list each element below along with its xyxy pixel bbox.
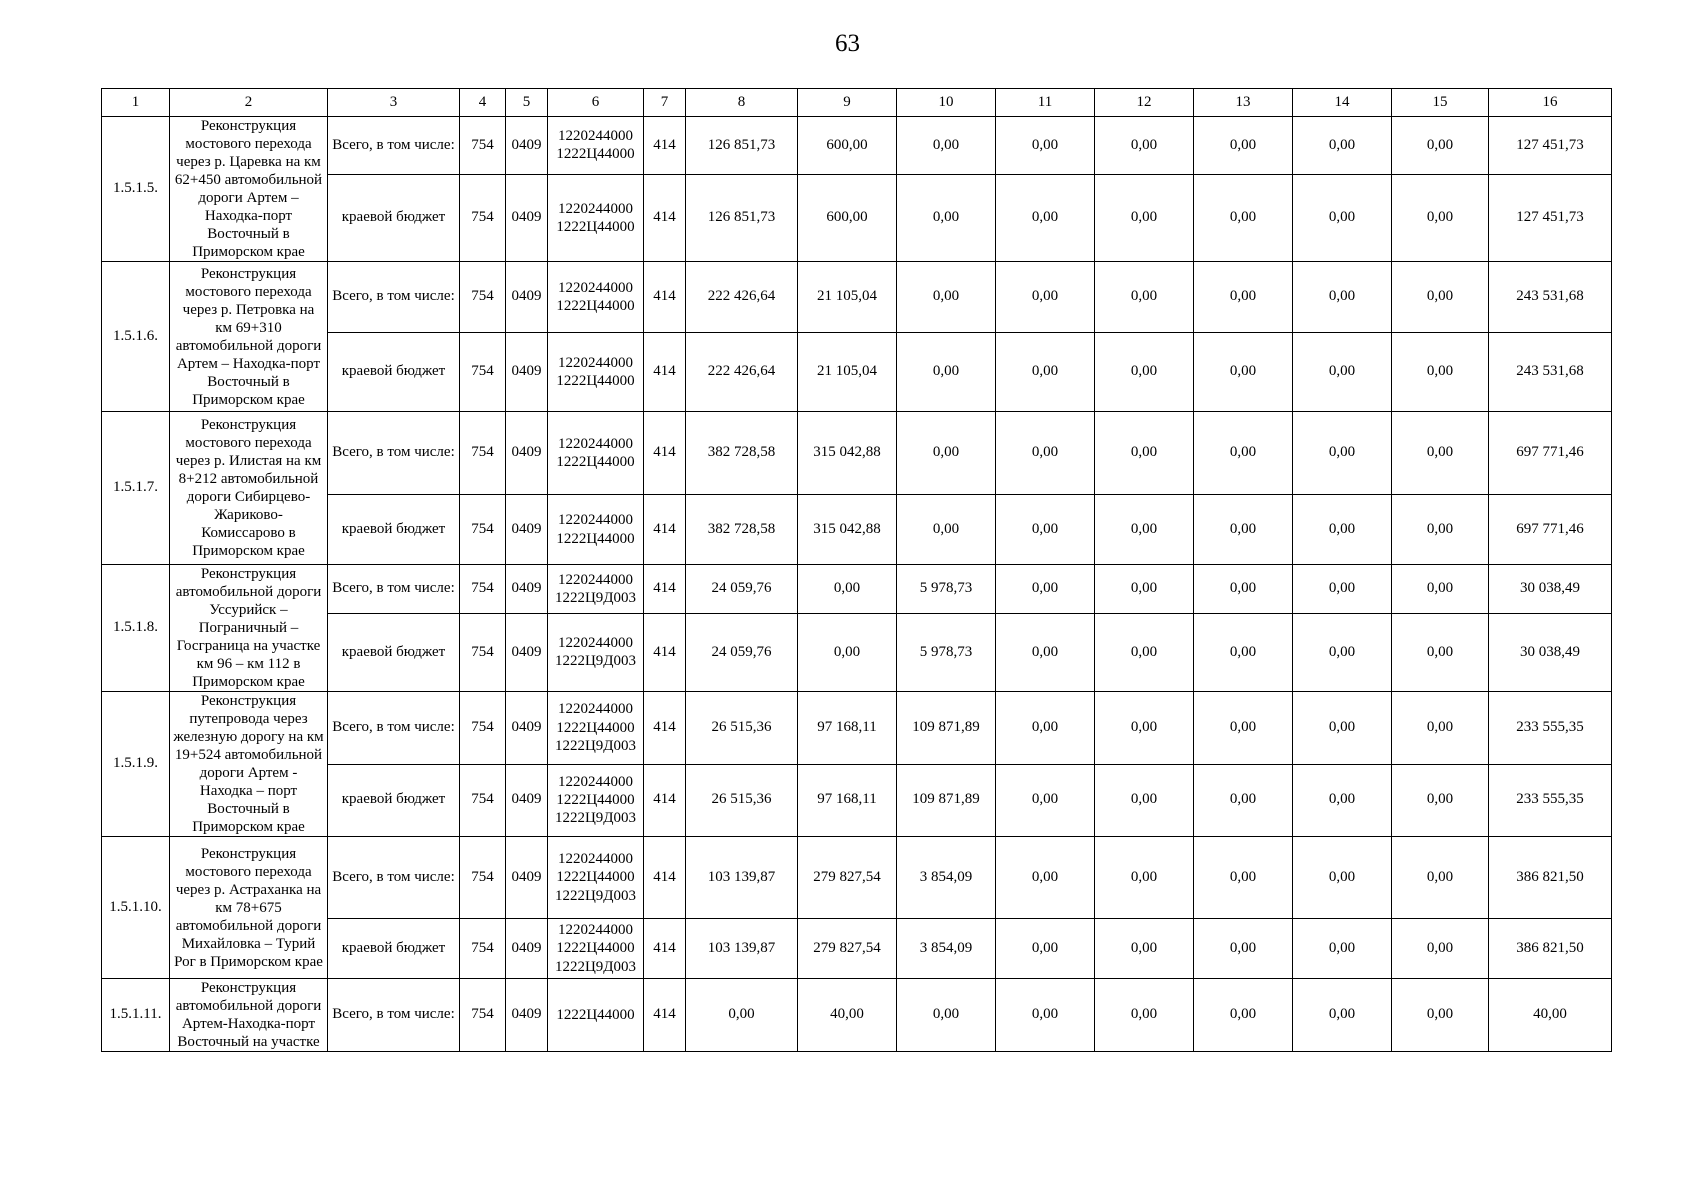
funding-source-cell: краевой бюджет — [328, 495, 460, 565]
kcsr-code-line: 1222Ц9Д003 — [554, 589, 637, 606]
year-amount-cell: 0,00 — [1392, 565, 1489, 614]
column-header: 6 — [548, 89, 644, 117]
year-amount-cell: 0,00 — [1095, 412, 1194, 495]
grbs-code-cell: 754 — [460, 117, 506, 175]
year-amount-cell: 0,00 — [1095, 979, 1194, 1052]
table-row — [102, 613, 1612, 691]
year-amount-cell: 0,00 — [1095, 262, 1194, 333]
year-amount-cell: 21 105,04 — [798, 333, 897, 412]
kcsr-code-line: 1222Ц44000 — [556, 792, 635, 809]
table-row — [102, 919, 1612, 979]
grbs-code-cell: 754 — [460, 174, 506, 261]
kcsr-code-line: 1222Ц44000 — [556, 218, 635, 235]
kcsr-code-line: 1222Ц9Д003 — [554, 958, 637, 975]
kcsr-code-cell — [548, 495, 644, 565]
kcsr-code-line: 1220244000 — [558, 128, 633, 145]
table-row — [102, 565, 1612, 614]
total-amount-cell: 243 531,68 — [1489, 262, 1612, 333]
year-amount-cell: 0,00 — [897, 333, 996, 412]
funding-source-cell: краевой бюджет — [328, 174, 460, 261]
year-amount-cell: 0,00 — [1392, 764, 1489, 837]
year-amount-cell: 0,00 — [996, 919, 1095, 979]
kcsr-code-cell — [548, 613, 644, 691]
total-amount-cell: 697 771,46 — [1489, 495, 1612, 565]
item-number-cell: 1.5.1.11. — [102, 979, 170, 1052]
item-name-cell: Реконструкция мостового перехода через р. Царевка на км 62+450 автомобильной дороги Артем – Находка-порт Восточный в Приморском крае — [170, 117, 328, 262]
vr-code-cell: 414 — [644, 919, 686, 979]
year-amount-cell: 0,00 — [1095, 837, 1194, 919]
table-row — [102, 692, 1612, 765]
year-amount-cell: 222 426,64 — [686, 333, 798, 412]
funding-source-cell: Всего, в том числе: — [328, 692, 460, 765]
year-amount-cell: 26 515,36 — [686, 764, 798, 837]
item-name-cell: Реконструкция автомобильной дороги Артем-Находка-порт Восточный на участке — [170, 979, 328, 1052]
kcsr-code-cell — [548, 117, 644, 175]
item-number-cell: 1.5.1.9. — [102, 692, 170, 837]
year-amount-cell: 0,00 — [798, 613, 897, 691]
year-amount-cell: 0,00 — [1194, 333, 1293, 412]
item-number-cell: 1.5.1.6. — [102, 262, 170, 412]
rzpr-code-cell: 0409 — [506, 117, 548, 175]
table-row — [102, 117, 1612, 175]
column-header: 11 — [996, 89, 1095, 117]
year-amount-cell: 0,00 — [897, 412, 996, 495]
rzpr-code-cell: 0409 — [506, 333, 548, 412]
year-amount-cell: 126 851,73 — [686, 174, 798, 261]
rzpr-code-cell: 0409 — [506, 979, 548, 1052]
year-amount-cell: 0,00 — [1293, 979, 1392, 1052]
total-amount-cell: 30 038,49 — [1489, 565, 1612, 614]
table-row — [102, 764, 1612, 837]
kcsr-code-line: 1222Ц9Д003 — [554, 887, 637, 904]
rzpr-code-cell: 0409 — [506, 495, 548, 565]
table-row — [102, 979, 1612, 1052]
funding-source-cell: Всего, в том числе: — [328, 565, 460, 614]
year-amount-cell: 21 105,04 — [798, 262, 897, 333]
rzpr-code-cell: 0409 — [506, 692, 548, 765]
column-header: 3 — [328, 89, 460, 117]
kcsr-code-cell — [548, 174, 644, 261]
item-name-cell: Реконструкция путепровода через железную дорогу на км 19+524 автомобильной дороги Артем - Находка – порт Восточный в Приморском крае — [170, 692, 328, 837]
total-amount-cell: 30 038,49 — [1489, 613, 1612, 691]
kcsr-code-cell — [548, 262, 644, 333]
kcsr-code-line: 1220244000 — [558, 922, 633, 939]
rzpr-code-cell: 0409 — [506, 565, 548, 614]
kcsr-code-cell — [548, 764, 644, 837]
vr-code-cell: 414 — [644, 174, 686, 261]
year-amount-cell: 0,00 — [1293, 262, 1392, 333]
kcsr-code-line: 1220244000 — [558, 200, 633, 217]
funding-source-cell: Всего, в том числе: — [328, 117, 460, 175]
year-amount-cell: 0,00 — [1095, 174, 1194, 261]
rzpr-code-cell: 0409 — [506, 412, 548, 495]
year-amount-cell: 0,00 — [1392, 117, 1489, 175]
grbs-code-cell: 754 — [460, 613, 506, 691]
column-header: 4 — [460, 89, 506, 117]
rzpr-code-cell: 0409 — [506, 262, 548, 333]
year-amount-cell: 0,00 — [1194, 837, 1293, 919]
column-header: 15 — [1392, 89, 1489, 117]
budget-table — [101, 88, 1612, 1052]
year-amount-cell: 0,00 — [1293, 174, 1392, 261]
kcsr-code-line: 1220244000 — [558, 773, 633, 790]
vr-code-cell: 414 — [644, 412, 686, 495]
year-amount-cell: 600,00 — [798, 117, 897, 175]
column-header: 12 — [1095, 89, 1194, 117]
year-amount-cell: 279 827,54 — [798, 919, 897, 979]
item-number-cell: 1.5.1.5. — [102, 117, 170, 262]
total-amount-cell: 386 821,50 — [1489, 919, 1612, 979]
year-amount-cell: 0,00 — [996, 495, 1095, 565]
funding-source-cell: краевой бюджет — [328, 613, 460, 691]
funding-source-cell: краевой бюджет — [328, 919, 460, 979]
vr-code-cell: 414 — [644, 117, 686, 175]
column-header: 2 — [170, 89, 328, 117]
rzpr-code-cell: 0409 — [506, 919, 548, 979]
grbs-code-cell: 754 — [460, 919, 506, 979]
year-amount-cell: 279 827,54 — [798, 837, 897, 919]
year-amount-cell: 5 978,73 — [897, 613, 996, 691]
year-amount-cell: 109 871,89 — [897, 692, 996, 765]
year-amount-cell: 0,00 — [996, 117, 1095, 175]
year-amount-cell: 0,00 — [996, 837, 1095, 919]
column-header: 10 — [897, 89, 996, 117]
column-header: 7 — [644, 89, 686, 117]
year-amount-cell: 0,00 — [996, 692, 1095, 765]
year-amount-cell: 0,00 — [686, 979, 798, 1052]
year-amount-cell: 0,00 — [996, 262, 1095, 333]
vr-code-cell: 414 — [644, 837, 686, 919]
year-amount-cell: 0,00 — [1293, 565, 1392, 614]
year-amount-cell: 0,00 — [996, 979, 1095, 1052]
year-amount-cell: 0,00 — [1293, 613, 1392, 691]
column-header: 8 — [686, 89, 798, 117]
total-amount-cell: 243 531,68 — [1489, 333, 1612, 412]
vr-code-cell: 414 — [644, 613, 686, 691]
table-row — [102, 333, 1612, 412]
year-amount-cell: 600,00 — [798, 174, 897, 261]
kcsr-code-line: 1220244000 — [558, 354, 633, 371]
grbs-code-cell: 754 — [460, 979, 506, 1052]
year-amount-cell: 0,00 — [1194, 979, 1293, 1052]
kcsr-code-line: 1222Ц44000 — [556, 530, 635, 547]
year-amount-cell: 0,00 — [1293, 333, 1392, 412]
kcsr-code-line: 1220244000 — [558, 279, 633, 296]
kcsr-code-line: 1220244000 — [558, 701, 633, 718]
grbs-code-cell: 754 — [460, 837, 506, 919]
year-amount-cell: 0,00 — [996, 174, 1095, 261]
year-amount-cell: 0,00 — [1194, 495, 1293, 565]
kcsr-code-cell — [548, 692, 644, 765]
grbs-code-cell: 754 — [460, 764, 506, 837]
year-amount-cell: 0,00 — [1095, 613, 1194, 691]
column-header: 16 — [1489, 89, 1612, 117]
kcsr-code-line: 1222Ц44000 — [556, 719, 635, 736]
kcsr-code-cell — [548, 333, 644, 412]
year-amount-cell: 0,00 — [897, 117, 996, 175]
column-header: 13 — [1194, 89, 1293, 117]
item-number-cell: 1.5.1.7. — [102, 412, 170, 565]
rzpr-code-cell: 0409 — [506, 174, 548, 261]
year-amount-cell: 109 871,89 — [897, 764, 996, 837]
year-amount-cell: 0,00 — [1392, 837, 1489, 919]
total-amount-cell: 233 555,35 — [1489, 764, 1612, 837]
kcsr-code-line: 1222Ц44000 — [556, 940, 635, 957]
vr-code-cell: 414 — [644, 333, 686, 412]
kcsr-code-line: 1220244000 — [558, 512, 633, 529]
year-amount-cell: 0,00 — [1194, 692, 1293, 765]
item-number-cell: 1.5.1.8. — [102, 565, 170, 692]
item-name-cell: Реконструкция мостового перехода через р. Петровка на км 69+310 автомобильной дороги Артем – Находка-порт Восточный в Приморском крае — [170, 262, 328, 412]
grbs-code-cell: 754 — [460, 565, 506, 614]
year-amount-cell: 0,00 — [1095, 919, 1194, 979]
column-header: 5 — [506, 89, 548, 117]
kcsr-code-line: 1220244000 — [558, 571, 633, 588]
year-amount-cell: 0,00 — [798, 565, 897, 614]
year-amount-cell: 0,00 — [1293, 919, 1392, 979]
kcsr-code-line: 1222Ц9Д003 — [554, 737, 637, 754]
year-amount-cell: 0,00 — [1392, 919, 1489, 979]
table-row — [102, 412, 1612, 495]
year-amount-cell: 0,00 — [1392, 412, 1489, 495]
year-amount-cell: 0,00 — [1194, 919, 1293, 979]
total-amount-cell: 40,00 — [1489, 979, 1612, 1052]
year-amount-cell: 26 515,36 — [686, 692, 798, 765]
year-amount-cell: 0,00 — [897, 495, 996, 565]
year-amount-cell: 24 059,76 — [686, 565, 798, 614]
table-row — [102, 495, 1612, 565]
year-amount-cell: 0,00 — [1194, 764, 1293, 837]
rzpr-code-cell: 0409 — [506, 613, 548, 691]
year-amount-cell: 0,00 — [1392, 495, 1489, 565]
vr-code-cell: 414 — [644, 764, 686, 837]
year-amount-cell: 97 168,11 — [798, 692, 897, 765]
column-header: 14 — [1293, 89, 1392, 117]
year-amount-cell: 0,00 — [1293, 837, 1392, 919]
column-header: 9 — [798, 89, 897, 117]
funding-source-cell: Всего, в том числе: — [328, 412, 460, 495]
total-amount-cell: 386 821,50 — [1489, 837, 1612, 919]
year-amount-cell: 0,00 — [996, 333, 1095, 412]
year-amount-cell: 0,00 — [1095, 565, 1194, 614]
year-amount-cell: 0,00 — [1194, 613, 1293, 691]
year-amount-cell: 0,00 — [1392, 692, 1489, 765]
year-amount-cell: 0,00 — [1293, 764, 1392, 837]
vr-code-cell: 414 — [644, 979, 686, 1052]
kcsr-code-line: 1222Ц44000 — [556, 869, 635, 886]
kcsr-code-cell — [548, 565, 644, 614]
year-amount-cell: 0,00 — [996, 613, 1095, 691]
item-name-cell: Реконструкция автомобильной дороги Уссурийск – Пограничный – Госграница на участке км 96 – км 112 в Приморском крае — [170, 565, 328, 692]
year-amount-cell: 0,00 — [1194, 117, 1293, 175]
year-amount-cell: 0,00 — [1293, 495, 1392, 565]
vr-code-cell: 414 — [644, 692, 686, 765]
kcsr-code-line: 1222Ц44000 — [556, 454, 635, 470]
total-amount-cell: 697 771,46 — [1489, 412, 1612, 495]
year-amount-cell: 0,00 — [1095, 764, 1194, 837]
column-header: 1 — [102, 89, 170, 117]
year-amount-cell: 382 728,58 — [686, 412, 798, 495]
year-amount-cell: 0,00 — [1392, 262, 1489, 333]
vr-code-cell: 414 — [644, 565, 686, 614]
year-amount-cell: 222 426,64 — [686, 262, 798, 333]
year-amount-cell: 0,00 — [996, 764, 1095, 837]
vr-code-cell: 414 — [644, 262, 686, 333]
funding-source-cell: краевой бюджет — [328, 764, 460, 837]
item-name-cell: Реконструкция мостового перехода через р. Астраханка на км 78+675 автомобильной дороги Михайловка – Турий Рог в Приморском крае — [170, 837, 328, 979]
year-amount-cell: 315 042,88 — [798, 495, 897, 565]
kcsr-code-cell — [548, 412, 644, 495]
year-amount-cell: 0,00 — [996, 565, 1095, 614]
total-amount-cell: 127 451,73 — [1489, 174, 1612, 261]
vr-code-cell: 414 — [644, 495, 686, 565]
total-amount-cell: 127 451,73 — [1489, 117, 1612, 175]
year-amount-cell: 0,00 — [897, 262, 996, 333]
year-amount-cell: 315 042,88 — [798, 412, 897, 495]
table-row — [102, 837, 1612, 919]
funding-source-cell: Всего, в том числе: — [328, 837, 460, 919]
grbs-code-cell: 754 — [460, 692, 506, 765]
funding-source-cell: краевой бюджет — [328, 333, 460, 412]
kcsr-code-line: 1222Ц44000 — [556, 373, 635, 389]
kcsr-code-line: 1220244000 — [558, 635, 633, 652]
year-amount-cell: 0,00 — [1293, 117, 1392, 175]
year-amount-cell: 0,00 — [1392, 979, 1489, 1052]
item-name-cell: Реконструкция мостового перехода через р. Илистая на км 8+212 автомобильной дороги Сибирцево-Жариково-Комиссарово в Приморском крае — [170, 412, 328, 565]
kcsr-code-line: 1222Ц44000 — [556, 1006, 635, 1023]
page-number: 63 — [835, 30, 860, 57]
year-amount-cell: 0,00 — [1194, 174, 1293, 261]
year-amount-cell: 0,00 — [1392, 174, 1489, 261]
year-amount-cell: 0,00 — [1293, 412, 1392, 495]
year-amount-cell: 0,00 — [1095, 495, 1194, 565]
year-amount-cell: 0,00 — [1095, 117, 1194, 175]
kcsr-code-line: 1220244000 — [558, 435, 633, 452]
table-row — [102, 174, 1612, 261]
grbs-code-cell: 754 — [460, 333, 506, 412]
year-amount-cell: 24 059,76 — [686, 613, 798, 691]
column-number-header-row — [102, 89, 1612, 117]
year-amount-cell: 382 728,58 — [686, 495, 798, 565]
year-amount-cell: 0,00 — [996, 412, 1095, 495]
year-amount-cell: 3 854,09 — [897, 837, 996, 919]
kcsr-code-line: 1222Ц9Д003 — [554, 810, 637, 827]
table-body — [102, 117, 1612, 1052]
year-amount-cell: 0,00 — [1392, 333, 1489, 412]
grbs-code-cell: 754 — [460, 262, 506, 333]
kcsr-code-cell — [548, 837, 644, 919]
year-amount-cell: 0,00 — [897, 174, 996, 261]
year-amount-cell: 5 978,73 — [897, 565, 996, 614]
kcsr-code-line: 1222Ц9Д003 — [554, 653, 637, 670]
year-amount-cell: 0,00 — [1392, 613, 1489, 691]
year-amount-cell: 97 168,11 — [798, 764, 897, 837]
year-amount-cell: 0,00 — [1095, 333, 1194, 412]
year-amount-cell: 3 854,09 — [897, 919, 996, 979]
year-amount-cell: 0,00 — [1293, 692, 1392, 765]
year-amount-cell: 103 139,87 — [686, 919, 798, 979]
funding-source-cell: Всего, в том числе: — [328, 979, 460, 1052]
rzpr-code-cell: 0409 — [506, 764, 548, 837]
kcsr-code-line: 1220244000 — [558, 851, 633, 868]
kcsr-code-cell — [548, 979, 644, 1052]
year-amount-cell: 0,00 — [1194, 565, 1293, 614]
year-amount-cell: 40,00 — [798, 979, 897, 1052]
table-row — [102, 262, 1612, 333]
year-amount-cell: 0,00 — [1194, 412, 1293, 495]
kcsr-code-cell — [548, 919, 644, 979]
funding-source-cell: Всего, в том числе: — [328, 262, 460, 333]
year-amount-cell: 0,00 — [1095, 692, 1194, 765]
kcsr-code-line: 1222Ц44000 — [556, 298, 635, 314]
kcsr-code-line: 1222Ц44000 — [556, 146, 635, 163]
grbs-code-cell: 754 — [460, 412, 506, 495]
year-amount-cell: 0,00 — [897, 979, 996, 1052]
grbs-code-cell: 754 — [460, 495, 506, 565]
item-number-cell: 1.5.1.10. — [102, 837, 170, 979]
year-amount-cell: 103 139,87 — [686, 837, 798, 919]
rzpr-code-cell: 0409 — [506, 837, 548, 919]
year-amount-cell: 0,00 — [1194, 262, 1293, 333]
year-amount-cell: 126 851,73 — [686, 117, 798, 175]
total-amount-cell: 233 555,35 — [1489, 692, 1612, 765]
